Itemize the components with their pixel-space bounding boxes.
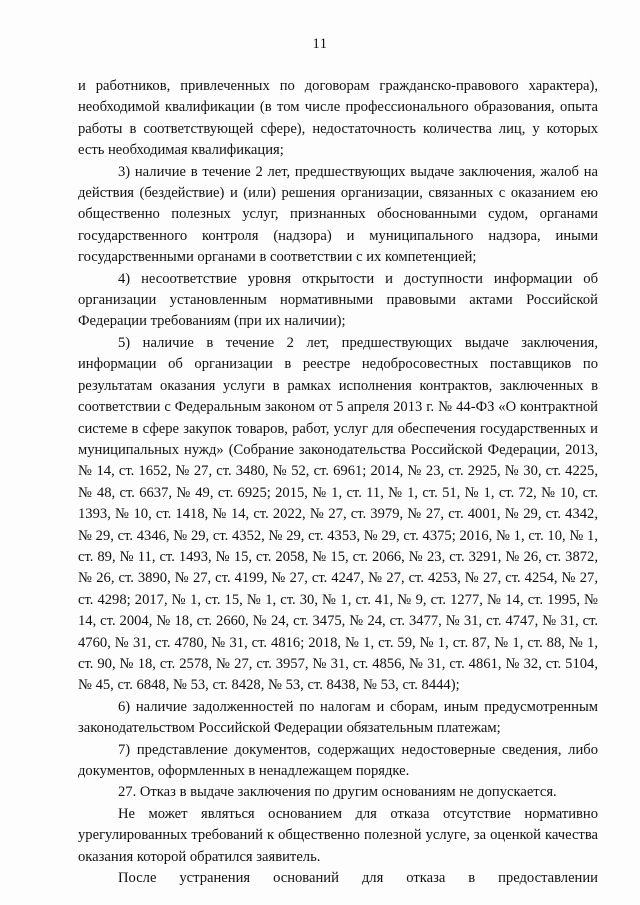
paragraph-after-elimination: После устранения оснований для отказа в предоставлении: [118, 870, 598, 887]
document-body: [78, 76, 598, 889]
paragraph-no-grounds: Не может являться основанием для отказа отсутствие нормативно урегулированных требований к общественно полезной услуге, за оценкой качества оказания которой обратился заявитель.: [78, 805, 598, 865]
page-number: 11: [312, 36, 328, 52]
paragraph-continuation: и работников, привлеченных по договорам гражданско-правового характера), необходимой квалификации (в том числе профессионального образования, опыта работы в соответствующей сфере), недостаточность количества лиц, у которых есть необходимая квалификация;: [78, 78, 598, 159]
paragraph-item-7: 7) представление документов, содержащих недостоверные сведения, либо документов, оформленных в ненадлежащем порядке.: [78, 741, 598, 779]
paragraph-clause-27: 27. Отказ в выдаче заключения по другим основаниям не допускается.: [118, 784, 557, 801]
paragraph-item-3: 3) наличие в течение 2 лет, предшествующих выдаче заключения, жалоб на действия (бездействие) и (или) решения организации, связанных с оказанием ею общественно полезных услуг, признанных обоснованными судом, органами государственного контроля (надзора) и муниципального надзора, иными государственными органами в соответствии с их компетенцией;: [78, 163, 598, 266]
paragraph-item-5: 5) наличие в течение 2 лет, предшествующих выдаче заключения, информации об организации в реестре недобросовестных поставщиков по результатам оказания услуги в рамках исполнения контрактов, заключенных в соответствии с Федеральным законом от 5 апреля 2013 г. № 44-ФЗ «О контрактной системе в сфере закупок товаров, работ, услуг для обеспечения государственных и муниципальных нужд» (Собрание законодательства Российской Федерации, 2013, № 14, ст. 1652, № 27, ст. 3480, № 52, ст. 6961; 2014, № 23, ст. 2925, № 30, ст. 4225, № 48, ст. 6637, № 49, ст. 6925; 2015, № 1, ст. 11, № 1, ст. 51, № 1, ст. 72, № 10, ст. 1393, № 10, ст. 1418, № 14, ст. 2022, № 27, ст. 3979, № 27, ст. 4001, № 29, ст. 4342, № 29, ст. 4346, № 29, ст. 4352, № 29, ст. 4353, № 29, ст. 4375; 2016, № 1, ст. 10, № 1, ст. 89, № 11, ст. 1493, № 15, ст. 2058, № 15, ст. 2066, № 23, ст. 3291, № 26, ст. 3872, № 26, ст. 3890, № 27, ст. 4199, № 27, ст. 4247, № 27, ст. 4253, № 27, ст. 4254, № 27, ст. 4298; 2017, № 1, ст. 15, № 1, ст. 30, № 1, ст. 41, № 9, ст. 1277, № 14, ст. 1995, № 14, ст. 2004, № 18, ст. 2660, № 24, ст. 3475, № 24, ст. 3477, № 31, ст. 4747, № 31, ст. 4760, № 31, ст. 4780, № 31, ст. 4816; 2018, № 1, ст. 59, № 1, ст. 87, № 1, ст. 88, № 1, ст. 90, № 18, ст. 2578, № 27, ст. 3957, № 31, ст. 4856, № 31, ст. 4861, № 32, ст. 5104, № 45, ст. 6848, № 53, ст. 8428, № 53, ст. 8438, № 53, ст. 8444);: [78, 334, 598, 694]
paragraph-item-6: 6) наличие задолженностей по налогам и сборам, иным предусмотренным законодательством Российской Федерации обязательным платежам;: [78, 698, 598, 737]
paragraph-item-4: 4) несоответствие уровня открытости и доступности информации об организации установленным нормативными правовыми актами Российской Федерации требованиям (при их наличии);: [78, 270, 598, 330]
